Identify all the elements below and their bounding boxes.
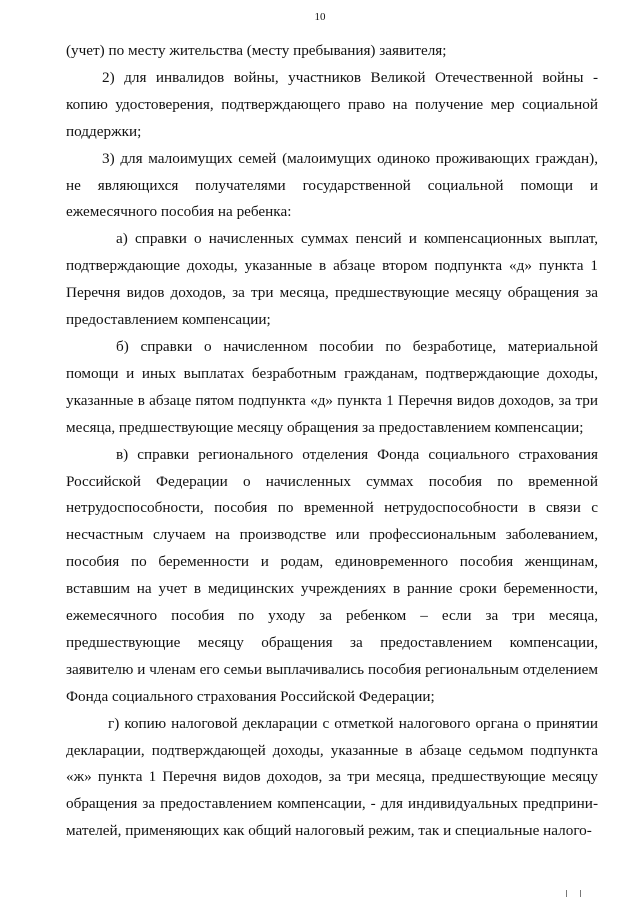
paragraph-subitem-g: г) копию налоговой декларации с отметкой налогового органа о принятии декларации, подтверждающей доходы, указанные в абзаце седьмом подпункта «ж» пункта 1 Перечня видов доходов, за три месяца, предшествующие месяцу обращения за предоставлением компенсации, - для индивидуальных предпринимателей, применяющих как общий налоговый режим, так и специальные налого- [66, 714, 598, 840]
paragraph-subitem-a: а) справки о начисленных суммах пенсий и компенсационных выплат, подтверждающие доходы, указанные в абзаце втором подпункта «д» пункта 1 Перечня видов доходов, за три месяца, предшествующие месяцу обращения за предоставлением компенсации; [66, 230, 598, 329]
document-body [66, 38, 598, 845]
paragraph-item-3: 3) для малоимущих семей (малоимущих одиноко проживающих граждан), не являющихся получателями государственной социальной помощи и ежемесячного пособия на ребенка: [66, 149, 598, 221]
scan-marks [560, 890, 590, 898]
paragraph-continuation: (учет) по месту жительства (месту пребывания) заявителя; [66, 42, 447, 59]
page-number: 10 [314, 11, 326, 23]
paragraph-item-2: 2) для инвалидов войны, участников Великой Отечественной войны - копию удостоверения, подтверждающего право на получение мер социальной поддержки; [66, 68, 598, 140]
scan-mark [580, 890, 581, 897]
paragraph-subitem-b: б) справки о начисленном пособии по безработице, материальной помощи и иных выплатах безработным гражданам, подтверждающие доходы, указанные в абзаце пятом подпункта «д» пункта 1 Перечня видов доходов, за три месяца, предшествующие месяцу обращения за предоставлением компенсации; [66, 337, 598, 436]
scan-mark [566, 890, 567, 897]
paragraph-subitem-v: в) справки регионального отделения Фонда социального страхования Российской Федерации о начисленных суммах пособия по временной нетрудоспособности, пособия по временной нетрудоспособности в связи с несчастным случаем на производстве или профессиональным заболеванием, пособия по беременности и родам, единовременного пособия женщинам, вставшим на учет в медицинских учреждениях в ранние сроки беременности, ежемесячного пособия по уходу за ребенком – если за три месяца, предшествующие месяцу обращения за предоставлением компенсации, заявителю и членам его семьи выплачивались пособия региональным отделением Фонда социального страхования Российской Федерации; [66, 445, 598, 705]
